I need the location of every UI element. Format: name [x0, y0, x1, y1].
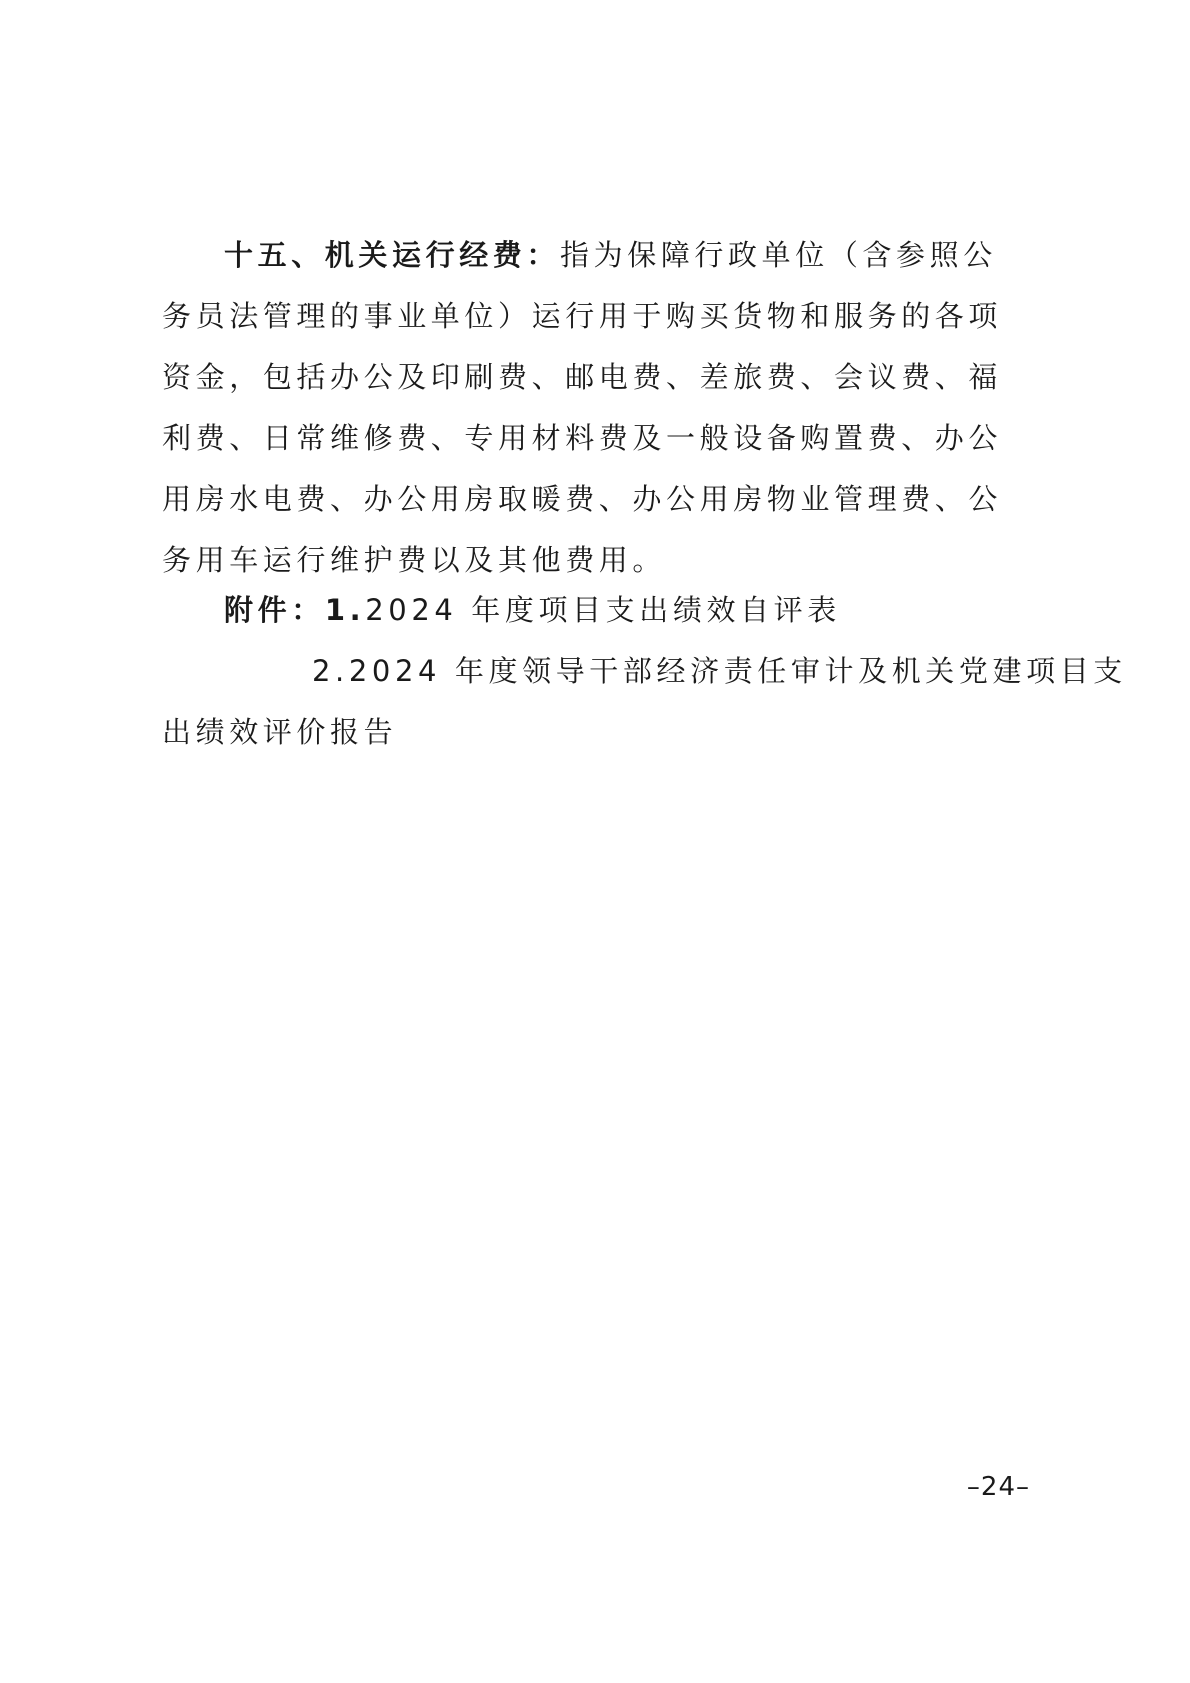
- attachment-item-1: [162, 580, 1030, 641]
- attachment-2-title-line2: 出绩效评价报告: [162, 715, 398, 749]
- page-number: –24–: [966, 1472, 1030, 1502]
- definition-paragraph: [162, 225, 1030, 591]
- attachments-label: 附件：: [224, 593, 325, 627]
- attachment-2-title-line1: 2.2024 年度领导干部经济责任审计及机关党建项目支: [312, 654, 1127, 688]
- attachment-item-2-continued: [162, 702, 1030, 763]
- attachment-item-2: [162, 641, 1127, 702]
- attachment-1-title: 2024 年度项目支出绩效自评表: [365, 593, 841, 627]
- attachment-1-number: 1.: [324, 593, 366, 627]
- definition-text: 指为保障行政单位（含参照公务员法管理的事业单位）运行用于购买货物和服务的各项资金，包括办公及印刷费、邮电费、差旅费、会议费、福利费、日常维修费、专用材料费及一般设备购置费、办公用房水电费、办公用房取暖费、办公用房物业管理费、公务用车运行维护费以及其他费用。: [162, 238, 1003, 577]
- attachments-section: [162, 580, 1127, 763]
- definition-term: 十五、机关运行经费：: [224, 238, 561, 272]
